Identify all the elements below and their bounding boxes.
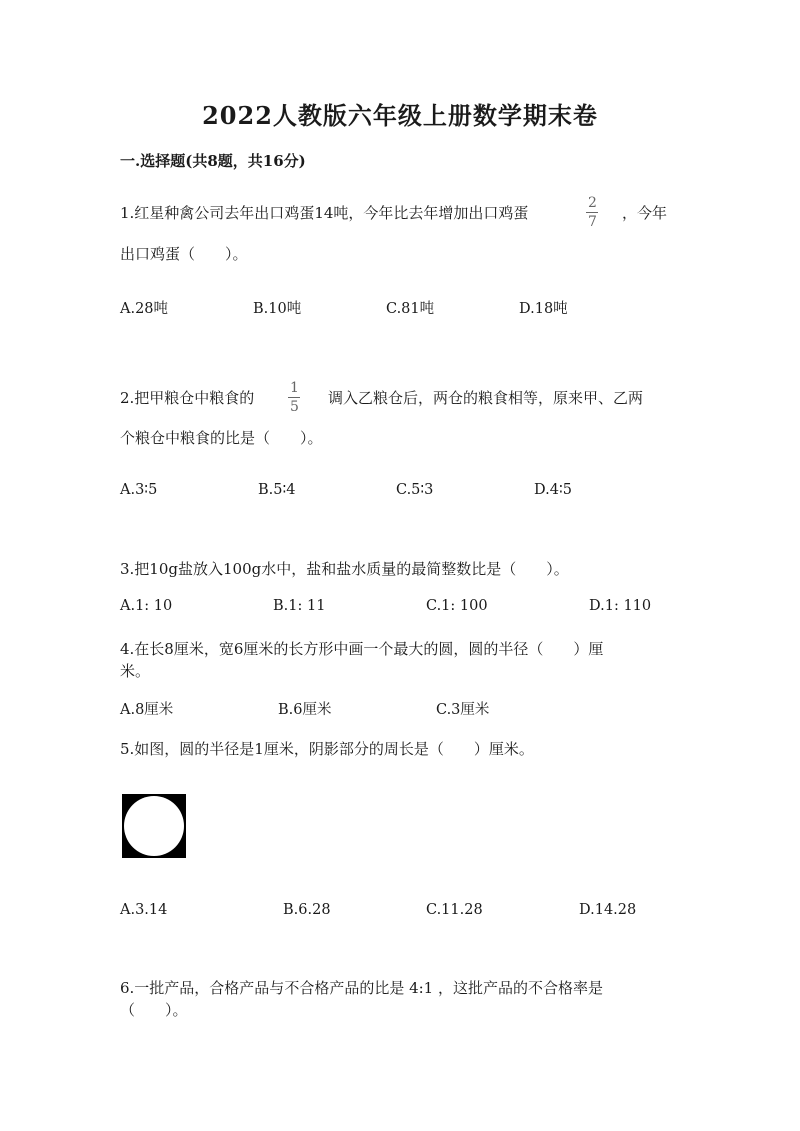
question-1-option-a[interactable]: A.28吨 xyxy=(120,301,169,317)
question-1-option-d[interactable]: D.18吨 xyxy=(519,301,568,317)
shaded-square-with-circle-figure xyxy=(122,794,186,858)
question-3-option-d[interactable]: D.1: 110 xyxy=(589,598,652,614)
question-3-line-1: 3.把10g盐放入100g水中，盐和盐水质量的最简整数比是（ ）。 xyxy=(120,560,569,578)
question-6-line-1: 6.一批产品，合格产品与不合格产品的比是 4:1 ，这批产品的不合格率是 xyxy=(120,979,603,997)
question-4-option-a[interactable]: A.8厘米 xyxy=(120,702,174,718)
fraction-denominator: 7 xyxy=(588,214,597,230)
fraction-denominator: 5 xyxy=(290,399,299,415)
white-circle xyxy=(124,796,184,856)
question-1-option-b[interactable]: B.10吨 xyxy=(253,301,302,317)
question-3-option-a[interactable]: A.1: 10 xyxy=(120,598,173,614)
question-2-line-1b: 调入乙粮仓后，两仓的粮食相等，原来甲、乙两 xyxy=(328,389,644,407)
question-1-option-c[interactable]: C.81吨 xyxy=(386,301,435,317)
question-5-option-c[interactable]: C.11.28 xyxy=(426,902,483,918)
question-5-option-a[interactable]: A.3.14 xyxy=(120,902,168,918)
question-4-line-2: 米。 xyxy=(120,662,151,680)
question-4-option-c[interactable]: C.3厘米 xyxy=(436,702,490,718)
question-2-option-a[interactable]: A.3∶5 xyxy=(120,482,158,498)
question-6-line-2: （ ）。 xyxy=(120,1001,188,1019)
question-2-fraction xyxy=(288,381,301,414)
question-4-option-b[interactable]: B.6厘米 xyxy=(278,702,332,718)
question-3-option-c[interactable]: C.1: 100 xyxy=(426,598,488,614)
question-5-line-1: 5.如图，圆的半径是1厘米，阴影部分的周长是（ ）厘米。 xyxy=(120,740,534,758)
fraction-numerator: 1 xyxy=(290,380,299,396)
question-3-option-b[interactable]: B.1: 11 xyxy=(273,598,326,614)
question-1-line-1b: ，今年 xyxy=(622,204,668,222)
question-2-line-2: 个粮仓中粮食的比是（ ）。 xyxy=(120,429,323,447)
page-title: 2022人教版六年级上册数学期末卷 xyxy=(202,101,598,130)
section-heading: 一.选择题(共8题，共16分) xyxy=(120,152,306,170)
question-5-option-b[interactable]: B.6.28 xyxy=(283,902,331,918)
question-1-line-2: 出口鸡蛋（ ）。 xyxy=(120,245,248,263)
question-2-line-1a: 2.把甲粮仓中粮食的 xyxy=(120,389,255,407)
fraction-numerator: 2 xyxy=(588,195,597,211)
question-1-line-1a: 1.红星种禽公司去年出口鸡蛋14吨，今年比去年增加出口鸡蛋 xyxy=(120,204,529,222)
question-2-option-b[interactable]: B.5∶4 xyxy=(258,482,296,498)
question-1-fraction xyxy=(586,196,599,229)
question-2-option-d[interactable]: D.4∶5 xyxy=(534,482,572,498)
question-4-line-1: 4.在长8厘米，宽6厘米的长方形中画一个最大的圆，圆的半径（ ）厘 xyxy=(120,640,604,658)
question-5-option-d[interactable]: D.14.28 xyxy=(579,902,637,918)
question-2-option-c[interactable]: C.5∶3 xyxy=(396,482,434,498)
